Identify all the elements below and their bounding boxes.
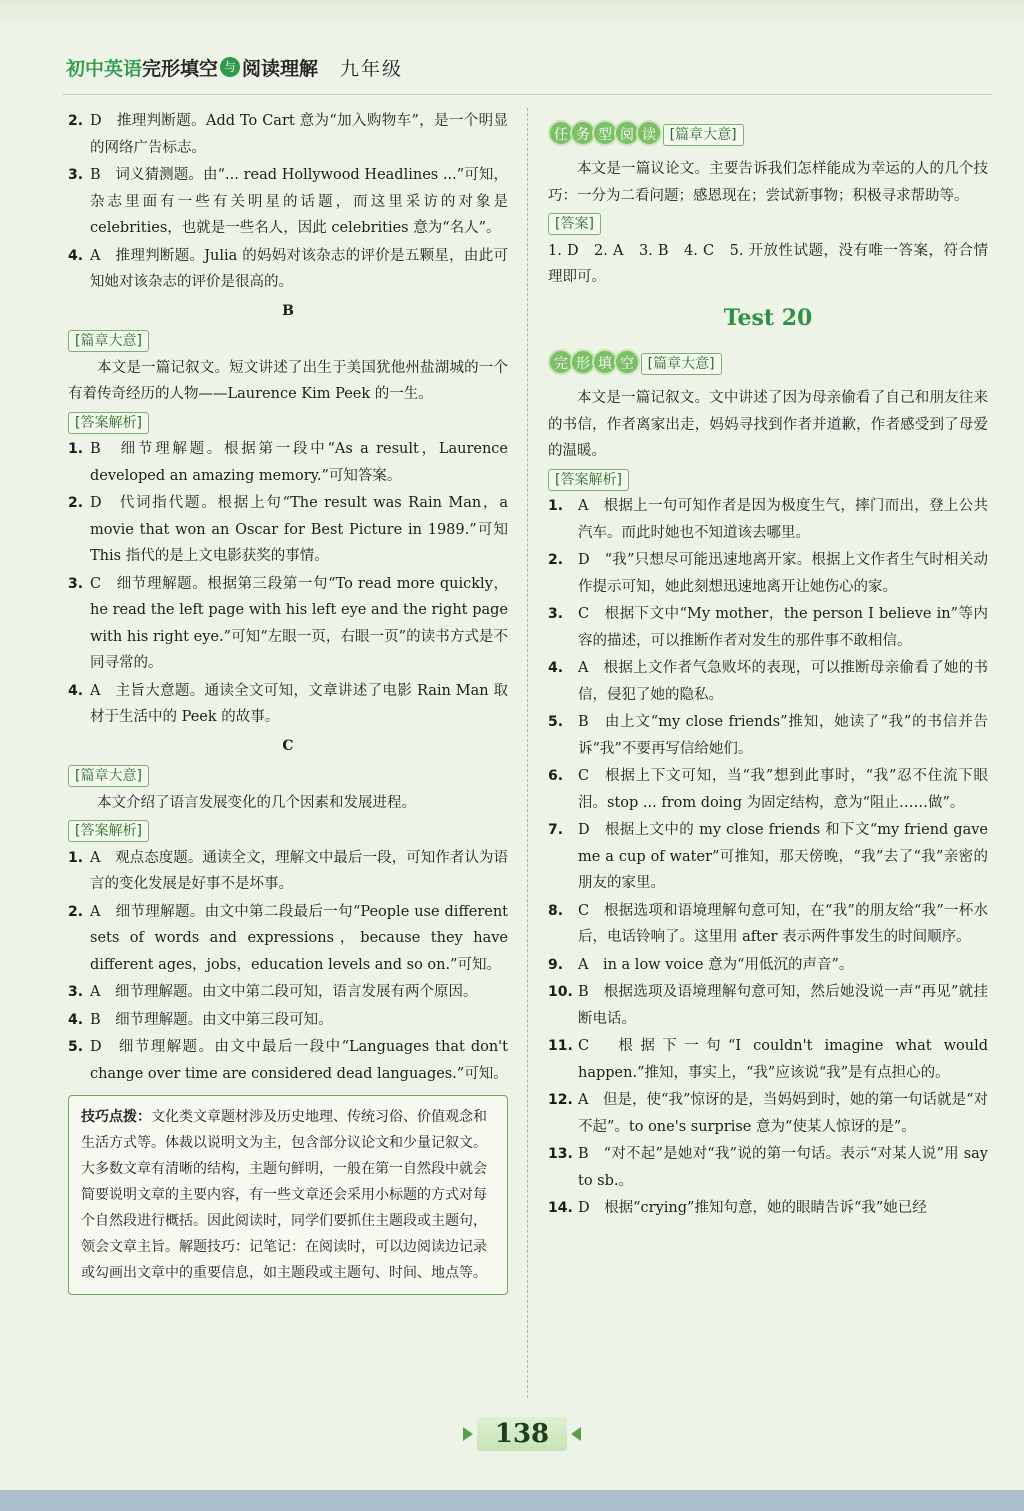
arrow-left-icon [571, 1427, 581, 1441]
items-test20 [548, 493, 988, 1222]
header-reading: 阅读理解 [242, 57, 319, 80]
item-number: 12. [548, 1092, 573, 1108]
item-text: A 主旨大意题。通读全文可知，文章讲述了电影 Rain Man 取材于生活中的 Peek 的故事。 [90, 682, 508, 725]
section-c-heading: C [282, 737, 294, 754]
list-item [548, 952, 988, 979]
list-item [548, 493, 988, 546]
summary-1: 本文是一篇议论文。主要告诉我们怎样能成为幸运的人的几个技巧：一分为二看问题；感恩现在；尝试新事物；积极寻求帮助等。 [548, 161, 988, 204]
header-subject: 初中英语 [66, 57, 143, 80]
answer-label: [答案] [548, 213, 601, 235]
list-item [68, 899, 508, 979]
list-item [68, 490, 508, 570]
item-text: C 细节理解题。根据第三段第一句“To read more quickly，he read the left page with his left eye and the right page with his right eye.”可知“左眼一页，右眼一页”的读书方式是不同寻常的。 [90, 575, 508, 671]
item-number: 3. [68, 167, 84, 183]
items-c [68, 845, 508, 1088]
summary-label-b: [篇章大意] [68, 330, 149, 352]
list-item [548, 1087, 988, 1140]
item-text: B 由上文“my close friends”推知，她读了“我”的书信并告诉“我”不要再写信给她们。 [578, 714, 988, 757]
column-divider [527, 108, 528, 1398]
cloze-tag [548, 349, 636, 375]
item-text: C 根据选项和语境理解句意可知，在“我”的朋友给“我”一杯水后，电话铃响了。这里用 after 表示两件事发生的时间顺序。 [578, 902, 988, 945]
list-item [548, 547, 988, 600]
items-a [68, 108, 508, 296]
item-text: D 代词指代题。根据上句“The result was Rain Man，a movie that won an Oscar for Best Picture in 1989.”可知 This 指代的是上文电影获奖的事情。 [90, 495, 508, 564]
analysis-label-b: [答案解析] [68, 412, 149, 434]
item-number: 2. [68, 495, 84, 511]
item-text: A 根据上文作者气急败坏的表现，可以推断母亲偷看了她的书信，侵犯了她的隐私。 [578, 660, 988, 703]
list-item [68, 108, 508, 161]
right-column [548, 118, 988, 1223]
tip-text: 文化类文章题材涉及历史地理、传统习俗、价值观念和生活方式等。体裁以说明文为主，包含部分议论文和少量记叙文。大多数文章有清晰的结构，主题句鲜明，一般在第一自然段中就会简要说明文章的主要内容，有一些文章还会采用小标题的方式对每个自然段进行概括。因此阅读时，同学们要抓住主题段或主题句，领会文章主旨。解题技巧：记笔记：在阅读时，可以边阅读边记录或勾画出文章中的重要信息，如主题段或主题句、时间、地点等。 [81, 1109, 487, 1281]
list-item [68, 162, 508, 242]
item-number: 5. [68, 1039, 84, 1055]
item-text: B 根据选项及语境理解句意可知，然后她没说一声“再见”就挂断电话。 [578, 984, 988, 1027]
item-text: D 根据上文中的 my close friends 和下文“my friend gave me a cup of water”可推知，那天傍晚，“我”去了“我”亲密的朋友的家里。 [578, 822, 988, 891]
summary-label-1: [篇章大意] [663, 124, 744, 146]
item-text: B “对不起”是她对“我”说的第一句话。表示“对某人说”用 say to sb.。 [578, 1146, 988, 1189]
list-item [548, 709, 988, 762]
arrow-right-icon [463, 1427, 473, 1441]
item-number: 13. [548, 1146, 573, 1162]
item-number: 10. [548, 984, 573, 1000]
item-text: D 推理判断题。Add To Cart 意为“加入购物车”，是一个明显的网络广告标志。 [90, 113, 508, 156]
tag-char: 完 [548, 349, 574, 375]
item-text: A 细节理解题。由文中第二段最后一句“People use different sets of words and expressions，because they have different ages，jobs，education levels and so on.”可知。 [90, 903, 508, 973]
analysis-label-c: [答案解析] [68, 820, 149, 842]
bottom-edge [0, 1490, 1024, 1511]
list-item [68, 1034, 508, 1087]
item-number: 14. [548, 1200, 573, 1216]
item-number: 2. [68, 113, 84, 129]
item-number: 1. [68, 441, 84, 457]
items-b [68, 436, 508, 731]
item-number: 9. [548, 956, 564, 973]
header-grade: 九年级 [340, 57, 404, 80]
item-number: 7. [548, 822, 564, 838]
left-column [68, 108, 508, 1295]
tag-char: 务 [570, 120, 596, 146]
item-text: A 推理判断题。Julia 的妈妈对该杂志的评价是五颗星，由此可知她对该杂志的评价是很高的。 [90, 247, 508, 290]
list-item [68, 845, 508, 898]
list-item [548, 655, 988, 708]
item-text: D “我”只想尽可能迅速地离开家。根据上文作者生气时相关动作提示可知，她此刻想迅速地离开让她伤心的家。 [578, 552, 988, 595]
list-item [548, 1141, 988, 1194]
item-text: B 细节理解题。由文中第三段可知。 [90, 1011, 333, 1028]
list-item [548, 898, 988, 951]
list-item [68, 571, 508, 677]
list-item [68, 979, 508, 1006]
tip-box [68, 1095, 508, 1295]
item-number: 6. [548, 768, 564, 784]
header-divider [62, 94, 992, 95]
item-number: 4. [68, 682, 84, 699]
item-number: 3. [68, 984, 84, 1000]
summary-b: 本文是一篇记叙文。短文讲述了出生于美国犹他州盐湖城的一个有着传奇经历的人物——Laurence Kim Peek 的一生。 [68, 359, 508, 402]
summary-2: 本文是一篇记叙文。文中讲述了因为母亲偷看了自己和朋友往来的书信，作者离家出走，妈妈寻找到作者并道歉，作者感受到了母爱的温暖。 [548, 390, 988, 459]
analysis-label-2: [答案解析] [548, 469, 629, 491]
item-number: 4. [68, 1011, 84, 1028]
item-text: C 根据上下文可知，当“我”想到此事时，“我”忍不住流下眼泪。stop ... from doing 为固定结构，意为“阻止……做”。 [578, 768, 988, 811]
item-text: A 但是，使“我”惊讶的是，当妈妈到时，她的第一句话就是“对不起”。to one's surprise 意为“使某人惊讶的是”。 [578, 1092, 988, 1135]
item-number: 8. [548, 902, 564, 919]
item-number: 2. [548, 552, 564, 568]
answers: 1. D 2. A 3. B 4. C 5. 开放性试题，没有唯一答案，符合情理即可。 [548, 242, 988, 285]
item-number: 11. [548, 1038, 573, 1054]
list-item [548, 1195, 988, 1222]
test-title: Test 20 [723, 304, 813, 331]
task-reading-tag [548, 120, 658, 146]
item-text: A 观点态度题。通读全文，理解文中最后一段，可知作者认为语言的变化发展是好事不是坏事。 [90, 849, 508, 892]
tag-char: 填 [592, 349, 618, 375]
summary-label-2: [篇章大意] [641, 353, 722, 375]
item-number: 3. [68, 575, 84, 592]
item-number: 1. [68, 849, 84, 866]
list-item [68, 436, 508, 489]
page-number-area [462, 1414, 582, 1454]
list-item [68, 678, 508, 731]
item-number: 3. [548, 606, 564, 622]
item-number: 5. [548, 714, 564, 730]
tip-title: 技巧点拨： [81, 1109, 151, 1125]
tag-char: 形 [570, 349, 596, 375]
tag-char: 空 [614, 349, 640, 375]
item-number: 4. [548, 660, 564, 676]
item-text: D 细节理解题。由文中最后一段中“Languages that don't change over time are considered dead languages.”可知。 [90, 1039, 508, 1082]
item-number: 1. [548, 498, 564, 514]
item-text: B 细节理解题。根据第一段中“As a result，Laurence developed an amazing memory.”可知答案。 [90, 441, 508, 484]
item-number: 4. [68, 247, 84, 264]
item-text: A 根据上一句可知作者是因为极度生气，摔门而出，登上公共汽车。而此时她也不知道该去哪里。 [578, 498, 988, 541]
item-text: D 根据“crying”推知句意，她的眼睛告诉“我”她已经 [578, 1200, 927, 1216]
summary-c: 本文介绍了语言发展变化的几个因素和发展进程。 [97, 794, 416, 811]
section-b-heading: B [282, 302, 294, 319]
tag-char: 型 [592, 120, 618, 146]
tag-char: 阅 [614, 120, 640, 146]
top-band [0, 0, 1024, 30]
header-and-badge: 与 [220, 57, 240, 77]
list-item [548, 979, 988, 1032]
list-item [548, 1033, 988, 1086]
item-text: A 细节理解题。由文中第二段可知，语言发展有两个原因。 [90, 984, 478, 1000]
item-text: B 词义猜测题。由“... read Hollywood Headlines ...”可知，杂志里面有一些有关明星的话题，而这里采访的对象是celebrities，也就是一些名人，因此 celebrities 意为“名人”。 [90, 167, 508, 236]
list-item [548, 763, 988, 816]
header-cloze: 完形填空 [142, 57, 219, 80]
item-text: A in a low voice 意为“用低沉的声音”。 [578, 956, 854, 973]
item-text: C 根据下一句“I couldn't imagine what would happen.”推知，事实上，“我”应该说“我”是有点担心的。 [578, 1038, 988, 1081]
list-item [548, 817, 988, 897]
tag-char: 任 [548, 120, 574, 146]
item-text: C 根据下文中“My mother，the person I believe in”等内容的描述，可以推断作者对发生的那件事不敢相信。 [578, 606, 988, 649]
item-number: 2. [68, 903, 84, 920]
summary-label-c: [篇章大意] [68, 765, 149, 787]
page-header [66, 50, 403, 84]
tag-char: 读 [636, 120, 662, 146]
page-number: 138 [477, 1417, 567, 1451]
list-item [548, 601, 988, 654]
list-item [68, 1007, 508, 1034]
list-item [68, 243, 508, 296]
